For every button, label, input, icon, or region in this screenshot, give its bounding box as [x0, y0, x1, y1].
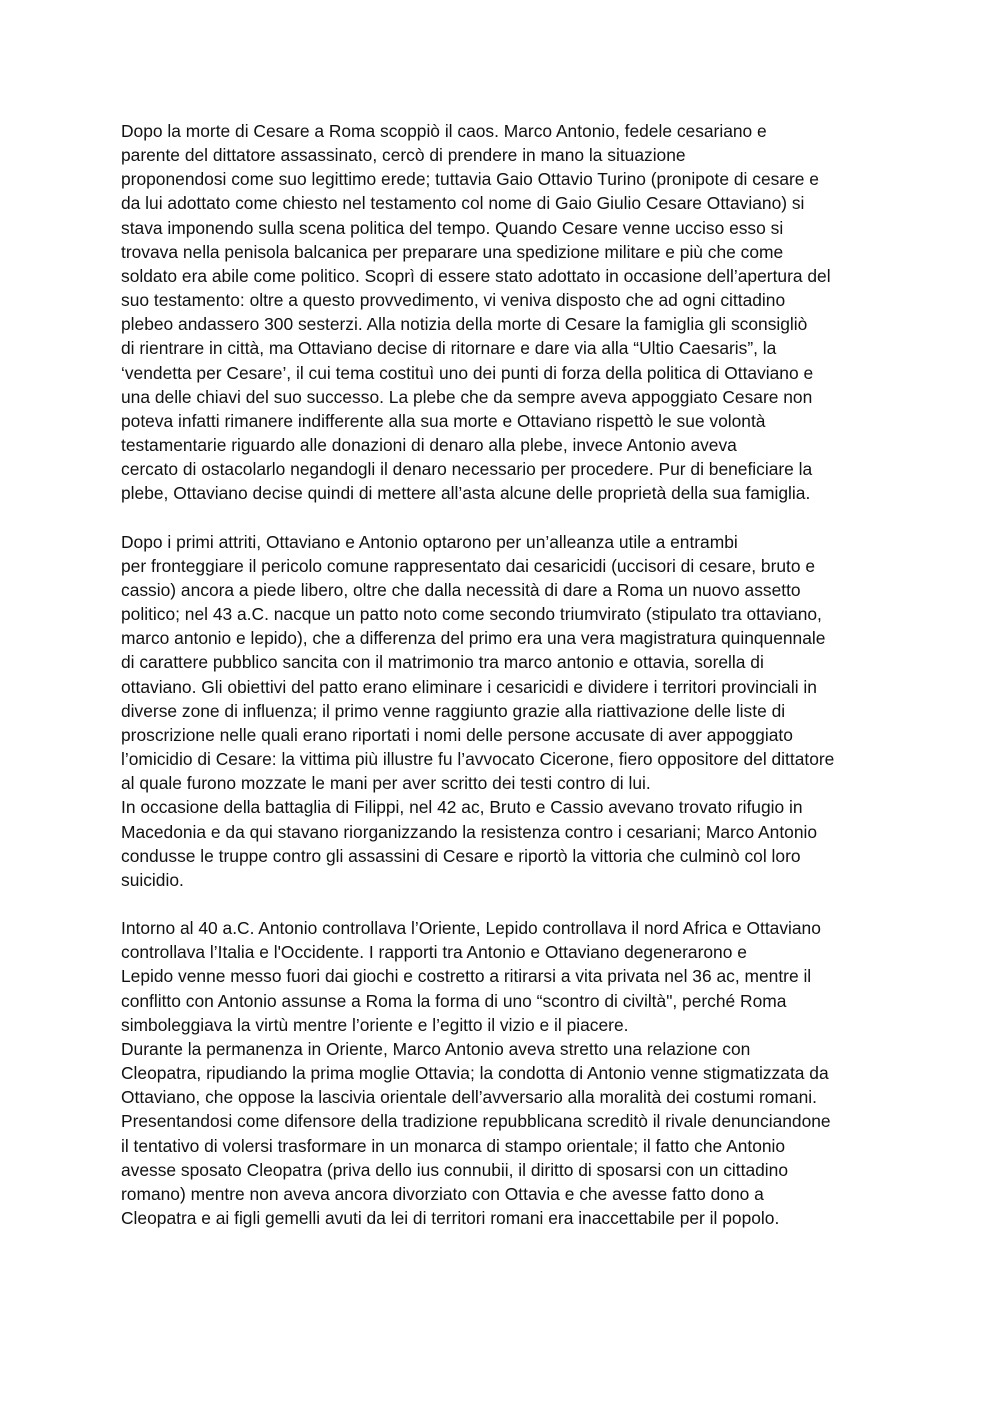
text-line: suicidio. [121, 869, 184, 890]
paragraph-spacer [121, 892, 901, 916]
text-line: l’omicidio di Cesare: la vittima più illustre fu l’avvocato Cicerone, fiero oppositore del dittatore [121, 749, 835, 770]
text-line: simboleggiava la virtù mentre l’oriente e l’egitto il vizio e il piacere. [121, 1014, 629, 1035]
text-line: Dopo la morte di Cesare a Roma scoppiò il caos. Marco Antonio, fedele cesariano e [121, 121, 767, 141]
text-line: di carattere pubblico sancita con il matrimonio tra marco antonio e ottavia, sorella di [121, 652, 764, 673]
text-line: Durante la permanenza in Oriente, Marco Antonio aveva stretto una relazione con [121, 1038, 751, 1059]
text-line: diverse zone di influenza; il primo venne raggiunto grazie alla riattivazione delle liste di [121, 700, 786, 721]
text-line: conflitto con Antonio assunse a Roma la forma di uno “scontro di civiltà", perché Roma [121, 990, 787, 1011]
text-line: controllava l’Italia e l'Occidente. I rapporti tra Antonio e Ottaviano degenerarono e [121, 942, 747, 963]
paragraph-4 [121, 916, 901, 1037]
text-line: soldato era abile come politico. Scoprì di essere stato adottato in occasione dell’apertura del [121, 265, 831, 286]
paragraph-3 [121, 795, 901, 892]
paragraph-spacer [121, 506, 901, 530]
text-line: da lui adottato come chiesto nel testamento col nome di Gaio Giulio Cesare Ottaviano) si [121, 193, 805, 214]
text-line: Dopo i primi attriti, Ottaviano e Antonio optarono per un’alleanza utile a entrambi [121, 531, 738, 552]
document-body [121, 119, 901, 1230]
text-line: proponendosi come suo legittimo erede; tuttavia Gaio Ottavio Turino (pronipote di cesare e [121, 169, 819, 190]
text-line: cassio) ancora a piede libero, oltre che dalla necessità di dare a Roma un nuovo assetto [121, 579, 801, 600]
text-line: poteva infatti rimanere indifferente alla sua morte e Ottaviano rispettò le sue volontà [121, 410, 766, 431]
text-line: marco antonio e lepido), che a differenza del primo era una vera magistratura quinquennale [121, 628, 826, 649]
text-line: Cleopatra, ripudiando la prima moglie Ottavia; la condotta di Antonio venne stigmatizzata da [121, 1063, 829, 1084]
text-line: cercato di ostacolarlo negandogli il denaro necessario per procedere. Pur di beneficiare la [121, 459, 813, 480]
text-line: suo testamento: oltre a questo provvedimento, vi veniva disposto che ad ogni cittadino [121, 290, 786, 311]
text-line: Intorno al 40 a.C. Antonio controllava l’Oriente, Lepido controllava il nord Africa e Ottaviano [121, 918, 821, 939]
text-line: al quale furono mozzate le mani per aver scritto dei testi contro di lui. [121, 773, 651, 794]
text-line: stava imponendo sulla scena politica del tempo. Quando Cesare venne ucciso esso si [121, 217, 784, 238]
paragraph-2 [121, 530, 901, 796]
paragraph-1 [121, 119, 901, 506]
paragraph-5 [121, 1037, 901, 1230]
text-line: di rientrare in città, ma Ottaviano decise di ritornare e dare via alla “Ultio Caesaris”, la [121, 338, 777, 359]
text-line: plebeo andassero 300 sesterzi. Alla notizia della morte di Cesare la famiglia gli sconsigliò [121, 314, 808, 335]
text-line: il tentativo di volersi trasformare in un monarca di stampo orientale; il fatto che Antonio [121, 1135, 786, 1156]
text-line: ottaviano. Gli obiettivi del patto erano eliminare i cesaricidi e dividere i territori provinciali in [121, 676, 817, 697]
text-line: Ottaviano, che oppose la lascivia orientale dell’avversario alla moralità dei costumi romani. [121, 1087, 817, 1108]
text-line: plebe, Ottaviano decise quindi di mettere all’asta alcune delle proprietà della sua famiglia. [121, 483, 811, 504]
text-line: Lepido venne messo fuori dai giochi e costretto a ritirarsi a vita privata nel 36 ac, mentre il [121, 966, 812, 987]
text-line: politico; nel 43 a.C. nacque un patto noto come secondo triumvirato (stipulato tra ottaviano, [121, 604, 822, 625]
text-line: trovava nella penisola balcanica per preparare una spedizione militare e più che come [121, 241, 784, 262]
text-line: condusse le truppe contro gli assassini di Cesare e riportò la vittoria che culminò col loro [121, 845, 801, 866]
text-line: ‘vendetta per Cesare’, il cui tema costituì uno dei punti di forza della politica di Ottaviano e [121, 362, 814, 383]
text-line: testamentarie riguardo alle donazioni di denaro alla plebe, invece Antonio aveva [121, 435, 737, 456]
text-line: Presentandosi come difensore della tradizione repubblicana screditò il rivale denunciandone [121, 1111, 831, 1132]
text-line: parente del dittatore assassinato, cercò di prendere in mano la situazione [121, 145, 686, 166]
text-line: Cleopatra e ai figli gemelli avuti da lei di territori romani era inaccettabile per il popolo. [121, 1208, 780, 1228]
text-line: avesse sposato Cleopatra (priva dello ius connubii, il diritto di sposarsi con un cittadino [121, 1159, 789, 1180]
text-line: romano) mentre non aveva ancora divorziato con Ottavia e che avesse fatto dono a [121, 1183, 764, 1204]
text-line: una delle chiavi del suo successo. La plebe che da sempre aveva appoggiato Cesare non [121, 386, 813, 407]
text-line: per fronteggiare il pericolo comune rappresentato dai cesaricidi (uccisori di cesare, bruto e [121, 555, 816, 576]
text-line: In occasione della battaglia di Filippi, nel 42 ac, Bruto e Cassio avevano trovato rifugio in [121, 797, 803, 818]
text-line: Macedonia e da qui stavano riorganizzando la resistenza contro i cesariani; Marco Antonio [121, 821, 818, 842]
text-line: proscrizione nelle quali erano riportati i nomi delle persone accusate di aver appoggiato [121, 724, 793, 745]
